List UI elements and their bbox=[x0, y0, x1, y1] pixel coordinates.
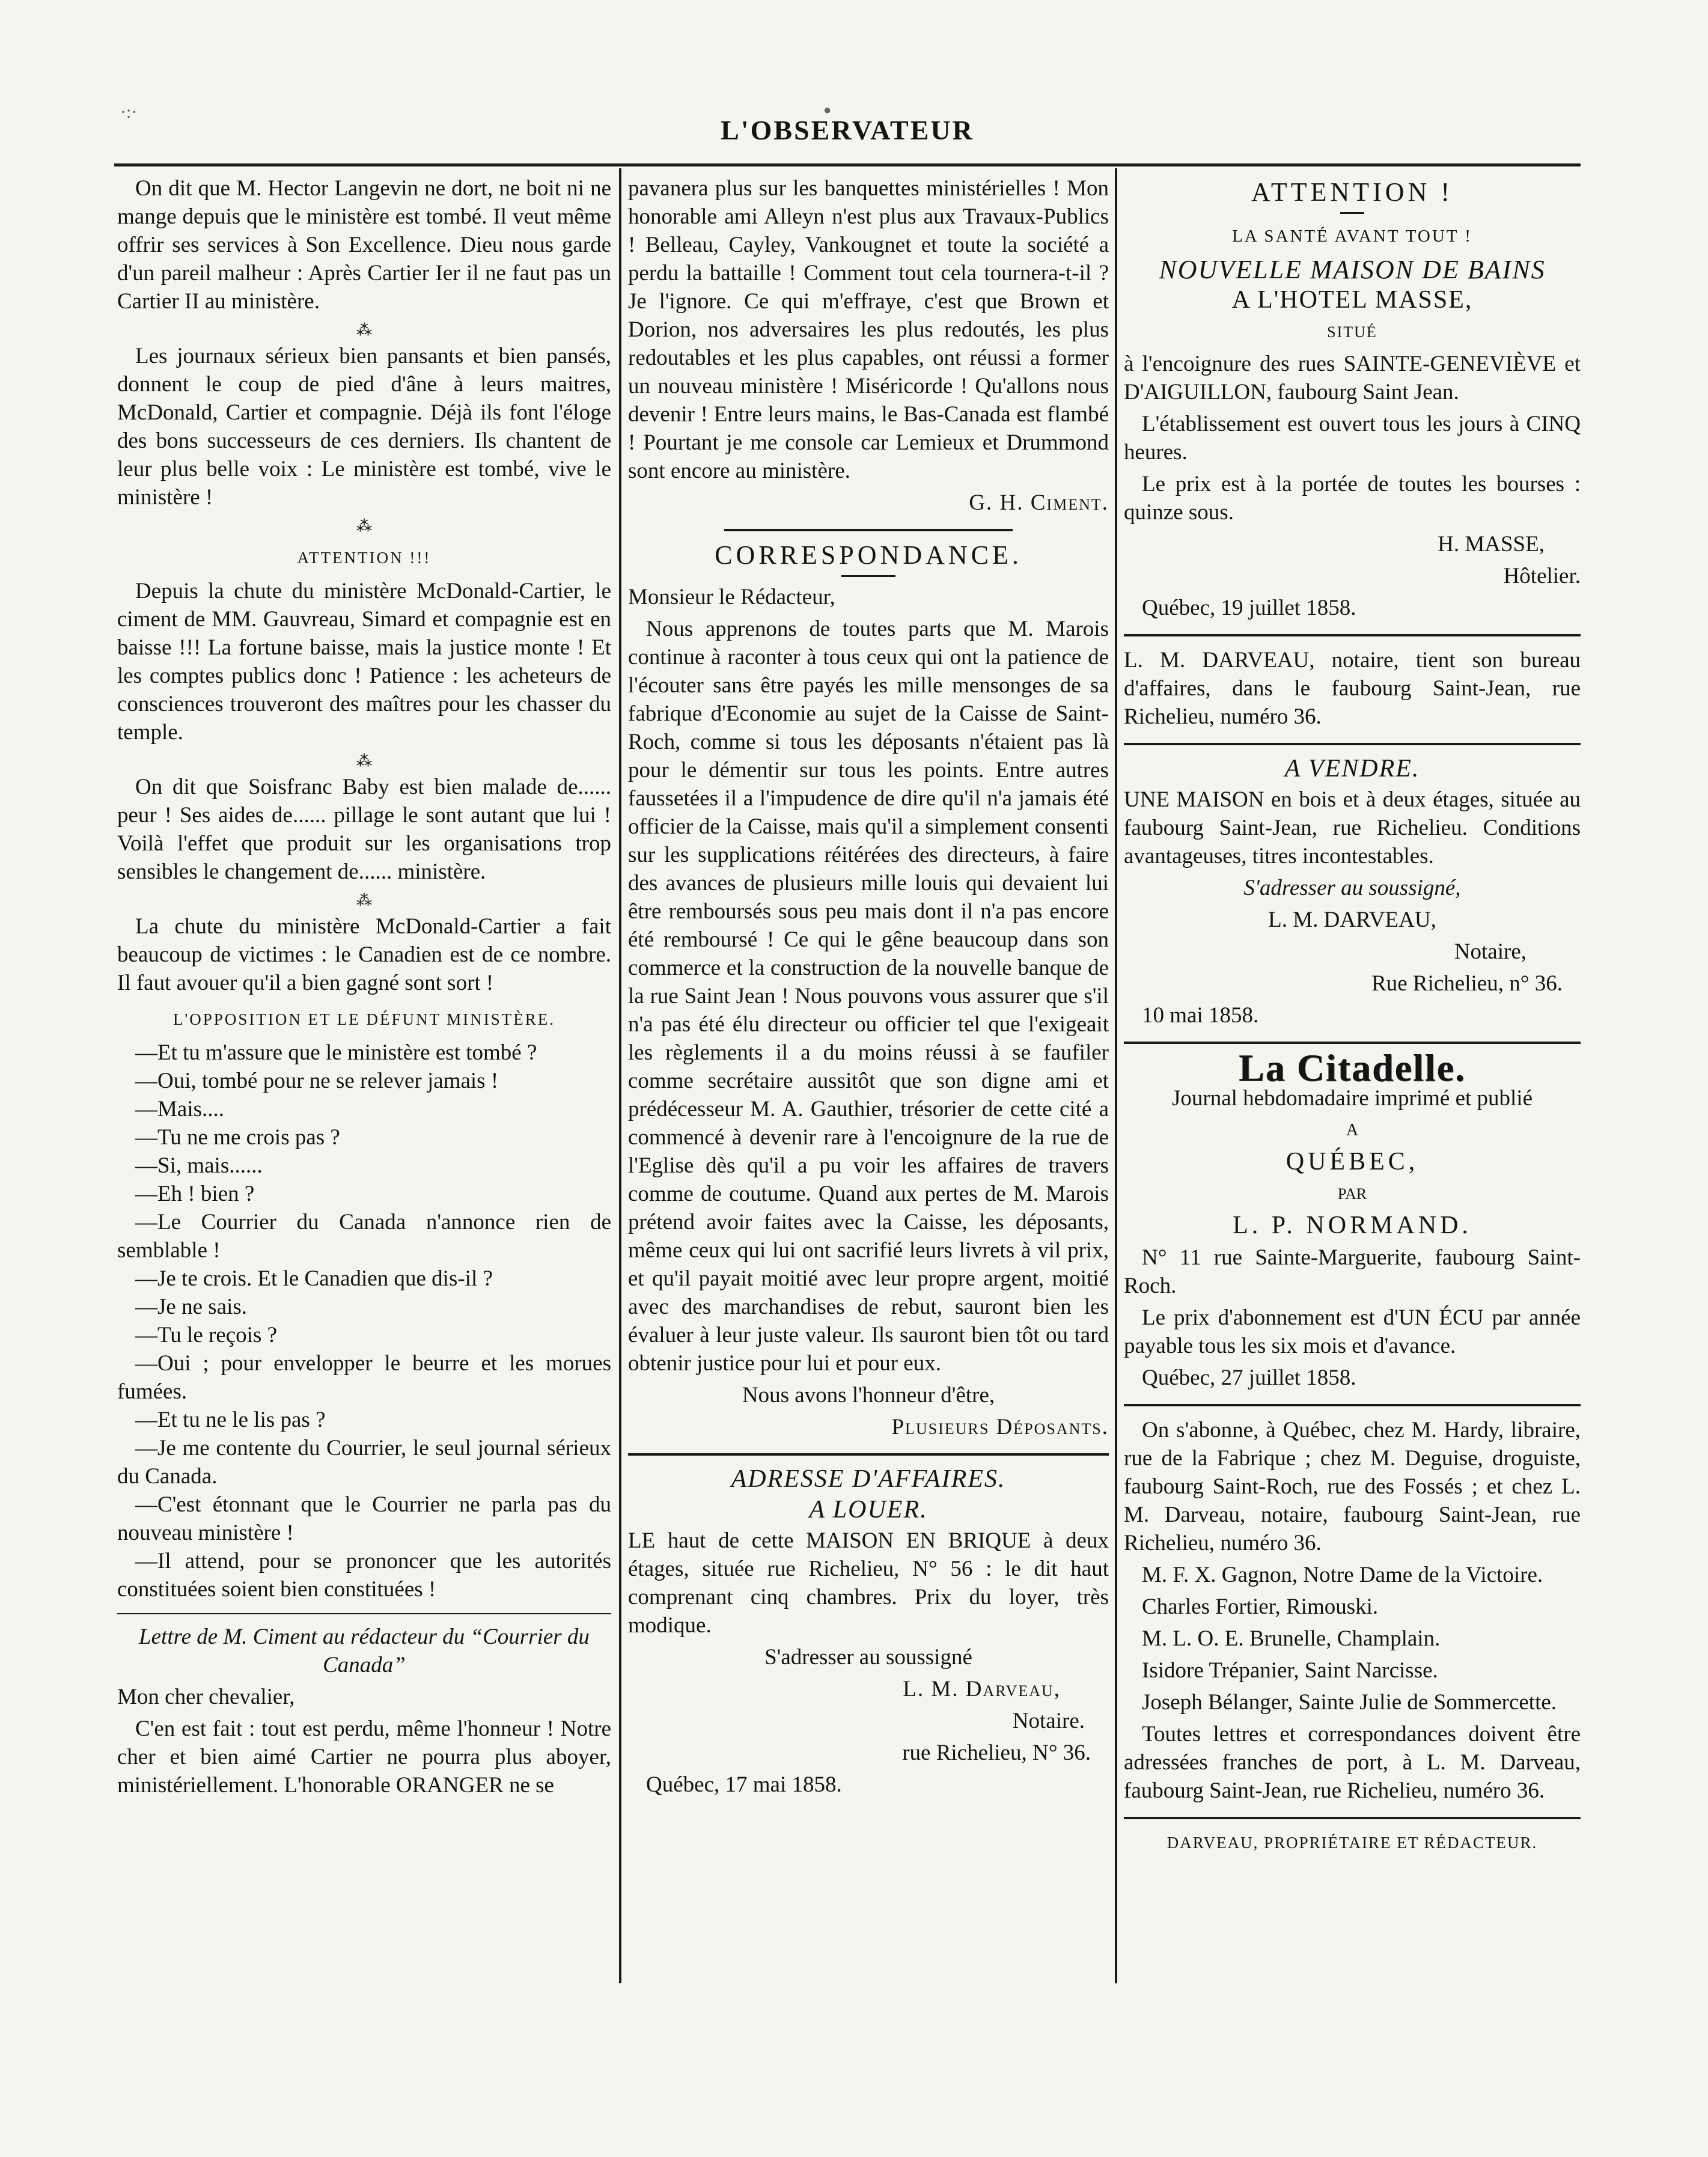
rule bbox=[1340, 212, 1364, 214]
rule bbox=[628, 1453, 1109, 1456]
paragraph: On dit que M. Hector Langevin ne dort, ne boit ni ne mange depuis que le ministère est tombé. Il veut même offrir ses services à Son Excellence. Dieu nous garde d'un pareil malheur : Après Cartier Ier il ne faut pas un Cartier II au ministère. bbox=[117, 176, 611, 314]
print-speck: ·:· bbox=[120, 102, 138, 122]
column-divider bbox=[1115, 168, 1117, 1983]
paragraph: Les journaux sérieux bien pansants et bien pansés, donnent le coup de pied d'âne à leurs maitres, McDonald, Cartier et compagnie. Déjà ils font l'éloge des bons successeurs de ces derniers. Ils chantent de leur plus belle voix : Le ministère est tombé, vive le ministère ! bbox=[117, 344, 611, 510]
ad-title: ADRESSE D'AFFAIRES. bbox=[731, 1465, 1006, 1493]
rule bbox=[1124, 1817, 1581, 1819]
rule bbox=[724, 529, 1013, 531]
ad-address: Rue Richelieu, n° 36. bbox=[1371, 971, 1563, 996]
subheading: LA SANTÉ AVANT TOUT ! bbox=[1232, 227, 1472, 246]
dialog-line: —Mais.... bbox=[135, 1097, 224, 1121]
column-right bbox=[1124, 174, 1581, 1977]
masthead-title: L'OBSERVATEUR bbox=[721, 115, 974, 145]
dialog-line: —Il attend, pour se prononcer que les autorités constituées soient bien constituées ! bbox=[117, 1549, 611, 1602]
column-middle bbox=[628, 174, 1109, 1977]
rule bbox=[1124, 743, 1581, 745]
ad-title: NOUVELLE MAISON DE BAINS bbox=[1159, 255, 1546, 284]
agent-line: Isidore Trépanier, Saint Narcisse. bbox=[1142, 1658, 1438, 1683]
city: QUÉBEC, bbox=[1286, 1148, 1419, 1176]
signature: Plusieurs Déposants. bbox=[891, 1415, 1109, 1439]
column-divider bbox=[619, 168, 621, 1983]
paragraph: Toutes lettres et correspondances doivent être adressées franches de port, à L. M. Darveau, faubourg Saint-Jean, rue Richelieu, numéro 36. bbox=[1124, 1722, 1581, 1803]
column-left bbox=[117, 174, 611, 1977]
paragraph: L. M. DARVEAU, notaire, tient son bureau d'affaires, dans le faubourg Saint-Jean, rue Richelieu, numéro 36. bbox=[1124, 648, 1581, 729]
dialog-line: —Je me contente du Courrier, le seul journal sérieux du Canada. bbox=[117, 1436, 611, 1489]
agent-line: Joseph Bélanger, Sainte Julie de Sommercette. bbox=[1142, 1690, 1557, 1715]
dialog-line: —Et tu ne le lis pas ? bbox=[135, 1408, 326, 1432]
rule bbox=[1124, 1042, 1581, 1044]
footer: DARVEAU, PROPRIÉTAIRE ET RÉDACTEUR. bbox=[1167, 1834, 1538, 1852]
salutation: Monsieur le Rédacteur, bbox=[628, 585, 835, 609]
date: Québec, 19 juillet 1858. bbox=[1142, 596, 1356, 620]
ad-role: Notaire, bbox=[1454, 939, 1527, 964]
agents-list bbox=[1124, 1561, 1581, 1716]
dialog-line: —C'est étonnant que le Courrier ne parla pas du nouveau ministère ! bbox=[117, 1492, 611, 1545]
stars-separator: ⁂ bbox=[356, 322, 372, 339]
paragraph: L'établissement est ouvert tous les jours à CINQ heures. bbox=[1124, 412, 1581, 465]
dialog-line: —Tu le reçois ? bbox=[135, 1323, 278, 1347]
paragraph: La chute du ministère McDonald-Cartier a fait beaucoup de victimes : le Canadien est de ce nombre. Il faut avouer qu'il a bien gagné sont sort ! bbox=[117, 914, 611, 995]
agent-line: M. L. O. E. Brunelle, Champlain. bbox=[1142, 1626, 1441, 1651]
masthead-rule bbox=[114, 163, 1581, 166]
publisher-name: L. P. NORMAND. bbox=[1233, 1212, 1472, 1239]
print-speck: ● bbox=[823, 102, 832, 117]
ad-contact: S'adresser au soussigné bbox=[764, 1645, 972, 1670]
citadelle-title: La Citadelle. bbox=[1239, 1046, 1466, 1089]
ad-name: L. M. DARVEAU, bbox=[1268, 908, 1436, 932]
label: SITUÉ bbox=[1327, 323, 1377, 341]
date: 10 mai 1858. bbox=[1142, 1003, 1259, 1028]
paragraph: Le prix d'abonnement est d'UN ÉCU par année payable tous les six mois et d'avance. bbox=[1124, 1305, 1581, 1358]
agent-line: Charles Fortier, Rimouski. bbox=[1142, 1594, 1379, 1619]
paragraph: Depuis la chute du ministère McDonald-Cartier, le ciment de MM. Gauvreau, Simard et compagnie est en baisse !!! La fortune baisse, mais la justice monte ! Et les comptes publics donc ! Patience : les acheteurs de consciences trouveront des maîtres pour les chasser du temple. bbox=[117, 579, 611, 745]
paragraph: N° 11 rue Sainte-Marguerite, faubourg Saint-Roch. bbox=[1124, 1245, 1581, 1298]
paragraph: On dit que Soisfranc Baby est bien malade de...... peur ! Ses aides de...... pillage le sont autant que lui ! Voilà l'effet que produit sur les organisations trop sensibles le changement de...... ministère. bbox=[117, 775, 611, 884]
ad-text: LE haut de cette MAISON EN BRIQUE à deux étages, située rue Richelieu, N° 56 : le dit haut comprenant cinq chambres. Prix du loyer, très modique. bbox=[628, 1528, 1109, 1638]
dialog-line: —Le Courrier du Canada n'annonce rien de semblable ! bbox=[117, 1210, 611, 1263]
dialog-line: —Eh ! bien ? bbox=[135, 1182, 255, 1206]
stars-separator: ⁂ bbox=[356, 892, 372, 909]
ad-address: rue Richelieu, N° 36. bbox=[902, 1741, 1091, 1765]
paragraph: Nous apprenons de toutes parts que M. Marois continue à raconter à tous ceux qui ont la patience de l'écouter sans être payés les mille mensonges de sa fabrique d'Economie au sujet de la Caisse de Saint-Roch, comme si tous les déposants n'étaient pas là pour le démentir sur tous les points. Entre autres faussetées il a l'impudence de dire qu'il n'a jamais été officier de la Caisse, mais qu'il a simplement consenti sur les supplications réitérées des directeurs, à faire des avances de plusieurs mille louis qui devaient lui être remboursés sous peu mais dont il n'a pas encore été remboursé ! Ce qui le gêne beaucoup dans son commerce et la construction de la nouvelle banque de la rue Saint Jean ! Nous pouvons vous assurer que s'il n'a pas été élu directeur ou officier tel que l'exigeait les règlements il a du moins réussi à se faufiler comme secrétaire aussitôt que son digne ami et prédécesseur M. A. Gauthier, trésorier de cette cité a commencé à devenir rare à l'encoignure de la rue de l'Eglise dès qu'il a pu voir les affaires de travers comme de coutume. Quand aux pertes de M. Marois prétend avoir faites avec la Caisse, les déposants, même ceux qui lui ont sacrifié leurs livrets à vil prix, et qu'il payait moitié avec leur propre argent, moitié avec des marchandises de rebut, sauront bien les évaluer à leur juste valeur. Ils sauront bien tôt ou tard obtenir justice pour lui et pour eux. bbox=[628, 617, 1109, 1376]
dialog-line: —Oui ; pour envelopper le beurre et les morues fumées. bbox=[117, 1351, 611, 1404]
paragraph: C'en est fait : tout est perdu, même l'honneur ! Notre cher et bien aimé Cartier ne pourra plus aboyer, ministériellement. L'honorable ORANGER ne se bbox=[117, 1716, 611, 1798]
section-heading: ATTENTION !!! bbox=[297, 549, 432, 567]
dialog-line: —Je te crois. Et le Canadien que dis-il ? bbox=[135, 1266, 493, 1291]
ad-contact: S'adresser au soussigné, bbox=[1243, 876, 1461, 900]
paragraph: à l'encoignure des rues SAINTE-GENEVIÈVE et D'AIGUILLON, faubourg Saint Jean. bbox=[1124, 352, 1581, 404]
paragraph: Le prix est à la portée de toutes les bourses : quinze sous. bbox=[1124, 472, 1581, 525]
section-heading: L'OPPOSITION ET LE DÉFUNT MINISTÈRE. bbox=[172, 1010, 556, 1028]
letter-title: Lettre de M. Ciment au rédacteur du “Courrier du Canada” bbox=[139, 1625, 590, 1677]
label: PAR bbox=[1337, 1185, 1367, 1203]
rule bbox=[1124, 1404, 1581, 1406]
salutation: Mon cher chevalier, bbox=[117, 1685, 295, 1709]
dialog-line: —Tu ne me crois pas ? bbox=[135, 1125, 340, 1150]
ad-title: A VENDRE. bbox=[1284, 755, 1420, 783]
dialog-line: —Je ne sais. bbox=[135, 1295, 247, 1319]
rule bbox=[841, 575, 895, 577]
stars-separator: ⁂ bbox=[356, 752, 372, 770]
ad-role: Notaire. bbox=[1012, 1709, 1085, 1733]
paragraph: pavanera plus sur les banquettes ministérielles ! Mon honorable ami Alleyn n'est plus aux Travaux-Publics ! Belleau, Cayley, Vankougnet et toute la société a perdu la battaille ! Comment tout cela tournera-t-il ? Je l'ignore. Ce qui m'effraye, c'est que Brown et Dorion, nos adversaires les plus redoutés, les plus redoutables et les plus capables, ont réussi a former un nouveau ministère ! Miséricorde ! Qu'allons nous devenir ! Entre leurs mains, le Bas-Canada est flambé ! Pourtant je me console car Lemieux et Drummond sont encore au ministère. bbox=[628, 176, 1109, 483]
ad-name: L. M. Darveau, bbox=[903, 1677, 1061, 1701]
stars-separator: ⁂ bbox=[356, 517, 372, 535]
dialog-line: —Si, mais...... bbox=[135, 1153, 263, 1178]
dialog-block bbox=[117, 1039, 611, 1603]
closing: Nous avons l'honneur d'être, bbox=[742, 1383, 995, 1408]
dialog-line: —Et tu m'assure que le ministère est tombé ? bbox=[135, 1040, 537, 1065]
dialog-line: —Oui, tombé pour ne se relever jamais ! bbox=[135, 1069, 499, 1093]
section-heading: CORRESPONDANCE. bbox=[715, 540, 1022, 570]
date: Québec, 27 juillet 1858. bbox=[1142, 1365, 1356, 1390]
section-heading: ATTENTION ! bbox=[1251, 177, 1454, 207]
signature: G. H. Ciment. bbox=[969, 490, 1109, 515]
rule bbox=[1124, 634, 1581, 636]
paragraph: UNE MAISON en bois et à deux étages, située au faubourg Saint-Jean, rue Richelieu. Conditions avantageuses, titres incontestables. bbox=[1124, 787, 1581, 868]
label: A bbox=[1346, 1121, 1359, 1140]
ad-subtitle: A LOUER. bbox=[809, 1496, 928, 1524]
agent-line: M. F. X. Gagnon, Notre Dame de la Victoire. bbox=[1142, 1563, 1543, 1587]
signature: H. MASSE, bbox=[1438, 532, 1545, 557]
paragraph: On s'abonne, à Québec, chez M. Hardy, libraire, rue de la Fabrique ; chez M. Deguise, droguiste, faubourg Saint-Roch, rue des Fossés ; et chez L. M. Darveau, notaire, faubourg Saint-Jean, rue Richelieu, numéro 36. bbox=[1124, 1418, 1581, 1555]
rule bbox=[117, 1613, 611, 1614]
ad-subtitle: A L'HOTEL MASSE, bbox=[1231, 286, 1473, 314]
signature-role: Hôtelier. bbox=[1503, 564, 1581, 588]
paragraph: Journal hebdomadaire imprimé et publié bbox=[1171, 1086, 1533, 1111]
ad-date: Québec, 17 mai 1858. bbox=[646, 1772, 842, 1797]
